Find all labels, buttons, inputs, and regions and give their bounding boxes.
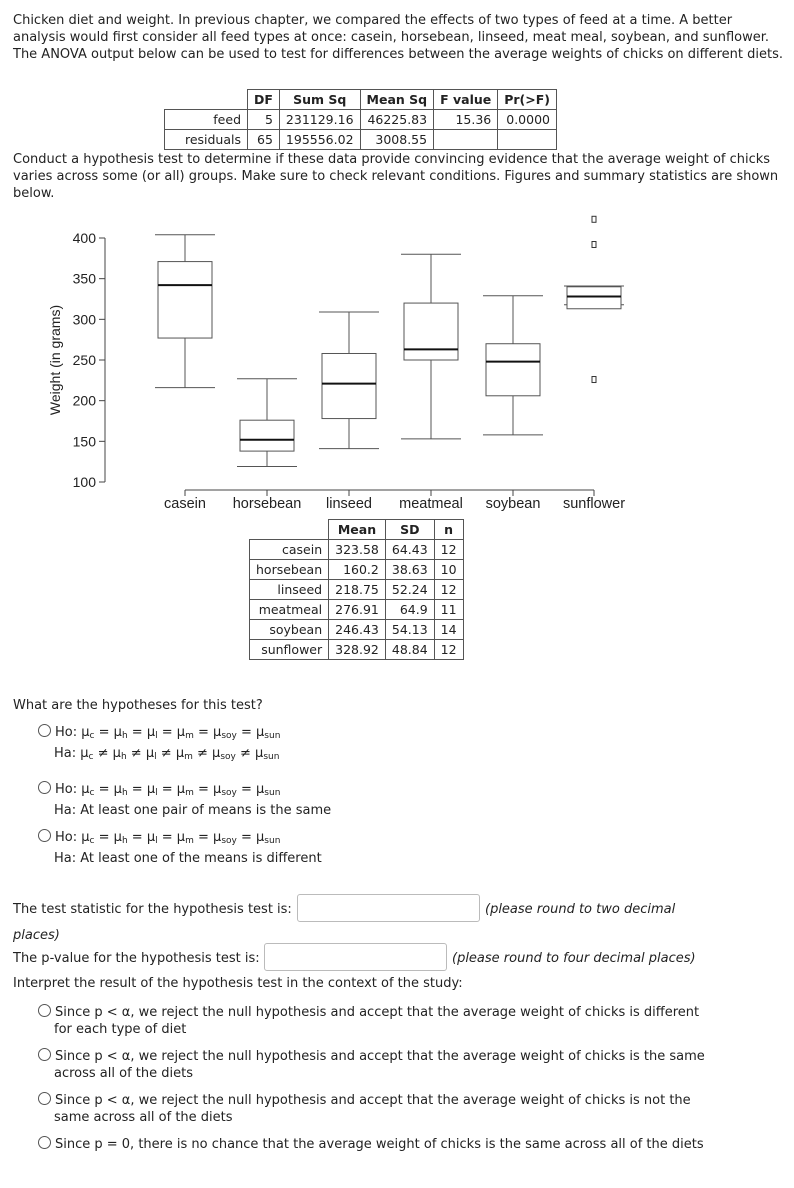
radio-button[interactable] (38, 829, 51, 842)
interpret-label: Interpret the result of the hypothesis test in the context of the study: (13, 976, 463, 991)
box-iqr (158, 262, 212, 338)
boxplot-chart (40, 205, 640, 515)
mu-subscript: m (185, 788, 194, 798)
anova-row-label: feed (165, 110, 248, 130)
mu-subscript: sun (264, 731, 281, 741)
box-iqr (486, 344, 540, 396)
stats-cell: 10 (434, 560, 463, 580)
outlier-point (592, 242, 596, 248)
anova-cell: 195556.02 (279, 130, 360, 150)
summary-stats-table (249, 519, 464, 660)
h0-text: Ho: $\mu_c = \mu_h = \mu_l = \mu_m = \mu_{soy} = \mu_{sun}$ (55, 830, 281, 846)
mu-subscript: m (184, 752, 193, 762)
stats-cell: 246.43 (329, 620, 386, 640)
h0-text: Ho: $\mu_c = \mu_h = \mu_l = \mu_m = \mu_{soy} = \mu_{sun}$ (55, 725, 281, 741)
radio-button[interactable] (38, 1048, 51, 1061)
mu-subscript: soy (221, 731, 237, 741)
stats-row-label: horsebean (250, 560, 329, 580)
mu-subscript: c (89, 836, 95, 846)
mu-subscript: c (88, 752, 94, 762)
stats-header: Mean (329, 520, 386, 540)
option-text-cont: across all of the diets (54, 1066, 193, 1081)
box-iqr (240, 420, 294, 451)
test-stat-input[interactable] (297, 894, 480, 922)
mu-subscript: soy (220, 752, 236, 762)
option-text: Since p < α, we reject the null hypothesis and accept that the average weight of chicks is different (55, 1005, 700, 1020)
option-text: Since p < α, we reject the null hypothesis and accept that the average weight of chicks is not the (55, 1093, 691, 1108)
stats-cell: 218.75 (329, 580, 386, 600)
mu-subscript: sun (264, 788, 281, 798)
anova-header: Mean Sq (360, 90, 434, 110)
anova-cell: 0.0000 (498, 110, 557, 130)
outlier-point (592, 377, 596, 383)
pvalue-input[interactable] (264, 943, 447, 971)
stats-cell: 64.43 (385, 540, 434, 560)
ha-text: Ha: $\mu_c \ne \mu_h \ne \mu_l \ne \mu_m \ne \mu_{soy} \ne \mu_{sun}$ (54, 746, 280, 762)
stats-cell: 160.2 (329, 560, 386, 580)
interpret-option-2[interactable] (38, 1048, 738, 1082)
interpret-option-3[interactable] (38, 1092, 738, 1126)
ha-text: Ha: At least one pair of means is the same (54, 803, 332, 818)
mu-subscript: h (121, 731, 128, 741)
stats-row-label: linseed (250, 580, 329, 600)
stats-corner (250, 520, 329, 540)
outlier-point (592, 216, 596, 222)
anova-cell (498, 130, 557, 150)
option-text-cont: same across all of the diets (54, 1110, 233, 1125)
mu-subscript: soy (221, 788, 237, 798)
x-tick-label: soybean (485, 496, 541, 512)
mu-subscript: c (89, 731, 95, 741)
stats-cell: 38.63 (385, 560, 434, 580)
stats-cell: 52.24 (385, 580, 434, 600)
stats-cell: 12 (434, 580, 463, 600)
mu-subscript: m (185, 836, 194, 846)
x-tick-label: horsebean (232, 496, 302, 512)
anova-header: F value (434, 90, 498, 110)
hypothesis-option-3[interactable] (38, 829, 322, 867)
hypothesis-option-2[interactable] (38, 781, 331, 819)
test-stat-hint: (please round to two decimal (485, 902, 676, 917)
pvalue-label: The p-value for the hypothesis test is: (13, 951, 260, 966)
stats-header: SD (385, 520, 434, 540)
mu-subscript: l (155, 788, 158, 798)
anova-cell (434, 130, 498, 150)
stats-cell: 12 (434, 540, 463, 560)
mu-subscript: l (154, 752, 157, 762)
anova-corner (165, 90, 248, 110)
mu-subscript: sun (264, 836, 281, 846)
ha-text: Ha: At least one of the means is different (54, 851, 322, 866)
anova-cell: 46225.83 (360, 110, 434, 130)
anova-cell: 65 (248, 130, 280, 150)
mu-subscript: m (185, 731, 194, 741)
y-tick-label: 250 (72, 352, 96, 368)
problem-intro: Chicken diet and weight. In previous chapter, we compared the effects of two types of feed at a time. A better analysis would first consider all feed types at once: casein, horsebean, linseed, meat meal, soybean, and sunflower. The ANOVA output below can be used to test for differences between the average weights of chicks on different diets. (13, 13, 784, 62)
y-tick-label: 350 (72, 270, 96, 287)
radio-button[interactable] (38, 1136, 51, 1149)
stats-cell: 12 (434, 640, 463, 660)
mu-subscript: l (155, 731, 158, 741)
radio-button[interactable] (38, 1092, 51, 1105)
interpret-option-1[interactable] (38, 1004, 738, 1038)
stats-cell: 323.58 (329, 540, 386, 560)
anova-table (164, 89, 557, 150)
stats-cell: 328.92 (329, 640, 386, 660)
stats-cell: 64.9 (385, 600, 434, 620)
x-tick-label: meatmeal (399, 496, 463, 512)
radio-button[interactable] (38, 781, 51, 794)
anova-header: Sum Sq (279, 90, 360, 110)
mu-subscript: sun (263, 752, 280, 762)
mu-subscript: h (121, 788, 128, 798)
y-tick-label: 100 (72, 474, 96, 490)
anova-cell: 3008.55 (360, 130, 434, 150)
y-axis-label: Weight (in grams) (47, 304, 63, 416)
option-text: Since p = 0, there is no chance that the average weight of chicks is the same across all of the diets (55, 1137, 704, 1152)
option-text-cont: for each type of diet (54, 1022, 187, 1037)
interpret-option-4[interactable] (38, 1136, 738, 1153)
h0-text: Ho: $\mu_c = \mu_h = \mu_l = \mu_m = \mu_{soy} = \mu_{sun}$ (55, 782, 281, 798)
box-iqr (567, 287, 621, 309)
stats-row-label: soybean (250, 620, 329, 640)
y-tick-label: 150 (72, 433, 96, 450)
conduct-instructions: Conduct a hypothesis test to determine if these data provide convincing evidence that the average weight of chicks varies across some (or all) groups. Make sure to check relevant conditions. Figures and summary statistics are shown below. (13, 152, 779, 201)
stats-cell: 276.91 (329, 600, 386, 620)
stats-row-label: casein (250, 540, 329, 560)
test-stat-hint-cont: places) (13, 928, 60, 943)
radio-button[interactable] (38, 1004, 51, 1017)
mu-subscript: l (155, 836, 158, 846)
option-text: Since p < α, we reject the null hypothesis and accept that the average weight of chicks is the same (55, 1049, 705, 1064)
anova-header: DF (248, 90, 280, 110)
anova-cell: 231129.16 (279, 110, 360, 130)
hypothesis-option-1[interactable] (38, 724, 280, 766)
stats-row-label: sunflower (250, 640, 329, 660)
stats-cell: 48.84 (385, 640, 434, 660)
y-tick-label: 400 (72, 230, 96, 246)
stats-cell: 54.13 (385, 620, 434, 640)
box-iqr (322, 353, 376, 418)
mu-subscript: c (89, 788, 95, 798)
x-tick-label: casein (164, 496, 206, 512)
mu-subscript: h (121, 836, 128, 846)
anova-header: Pr(>F) (498, 90, 557, 110)
test-stat-label: The test statistic for the hypothesis test is: (13, 902, 292, 917)
anova-cell: 15.36 (434, 110, 498, 130)
stats-header: n (434, 520, 463, 540)
box-iqr (404, 303, 458, 360)
stats-cell: 14 (434, 620, 463, 640)
mu-subscript: soy (221, 836, 237, 846)
pvalue-hint: (please round to four decimal places) (452, 951, 696, 966)
mu-subscript: h (120, 752, 127, 762)
y-tick-label: 200 (72, 392, 96, 409)
y-tick-label: 300 (72, 311, 96, 328)
anova-cell: 5 (248, 110, 280, 130)
radio-button[interactable] (38, 724, 51, 737)
stats-row-label: meatmeal (250, 600, 329, 620)
x-tick-label: sunflower (562, 496, 626, 512)
x-tick-label: linseed (326, 496, 372, 512)
stats-cell: 11 (434, 600, 463, 620)
anova-row-label: residuals (165, 130, 248, 150)
hypotheses-question: What are the hypotheses for this test? (13, 698, 263, 713)
